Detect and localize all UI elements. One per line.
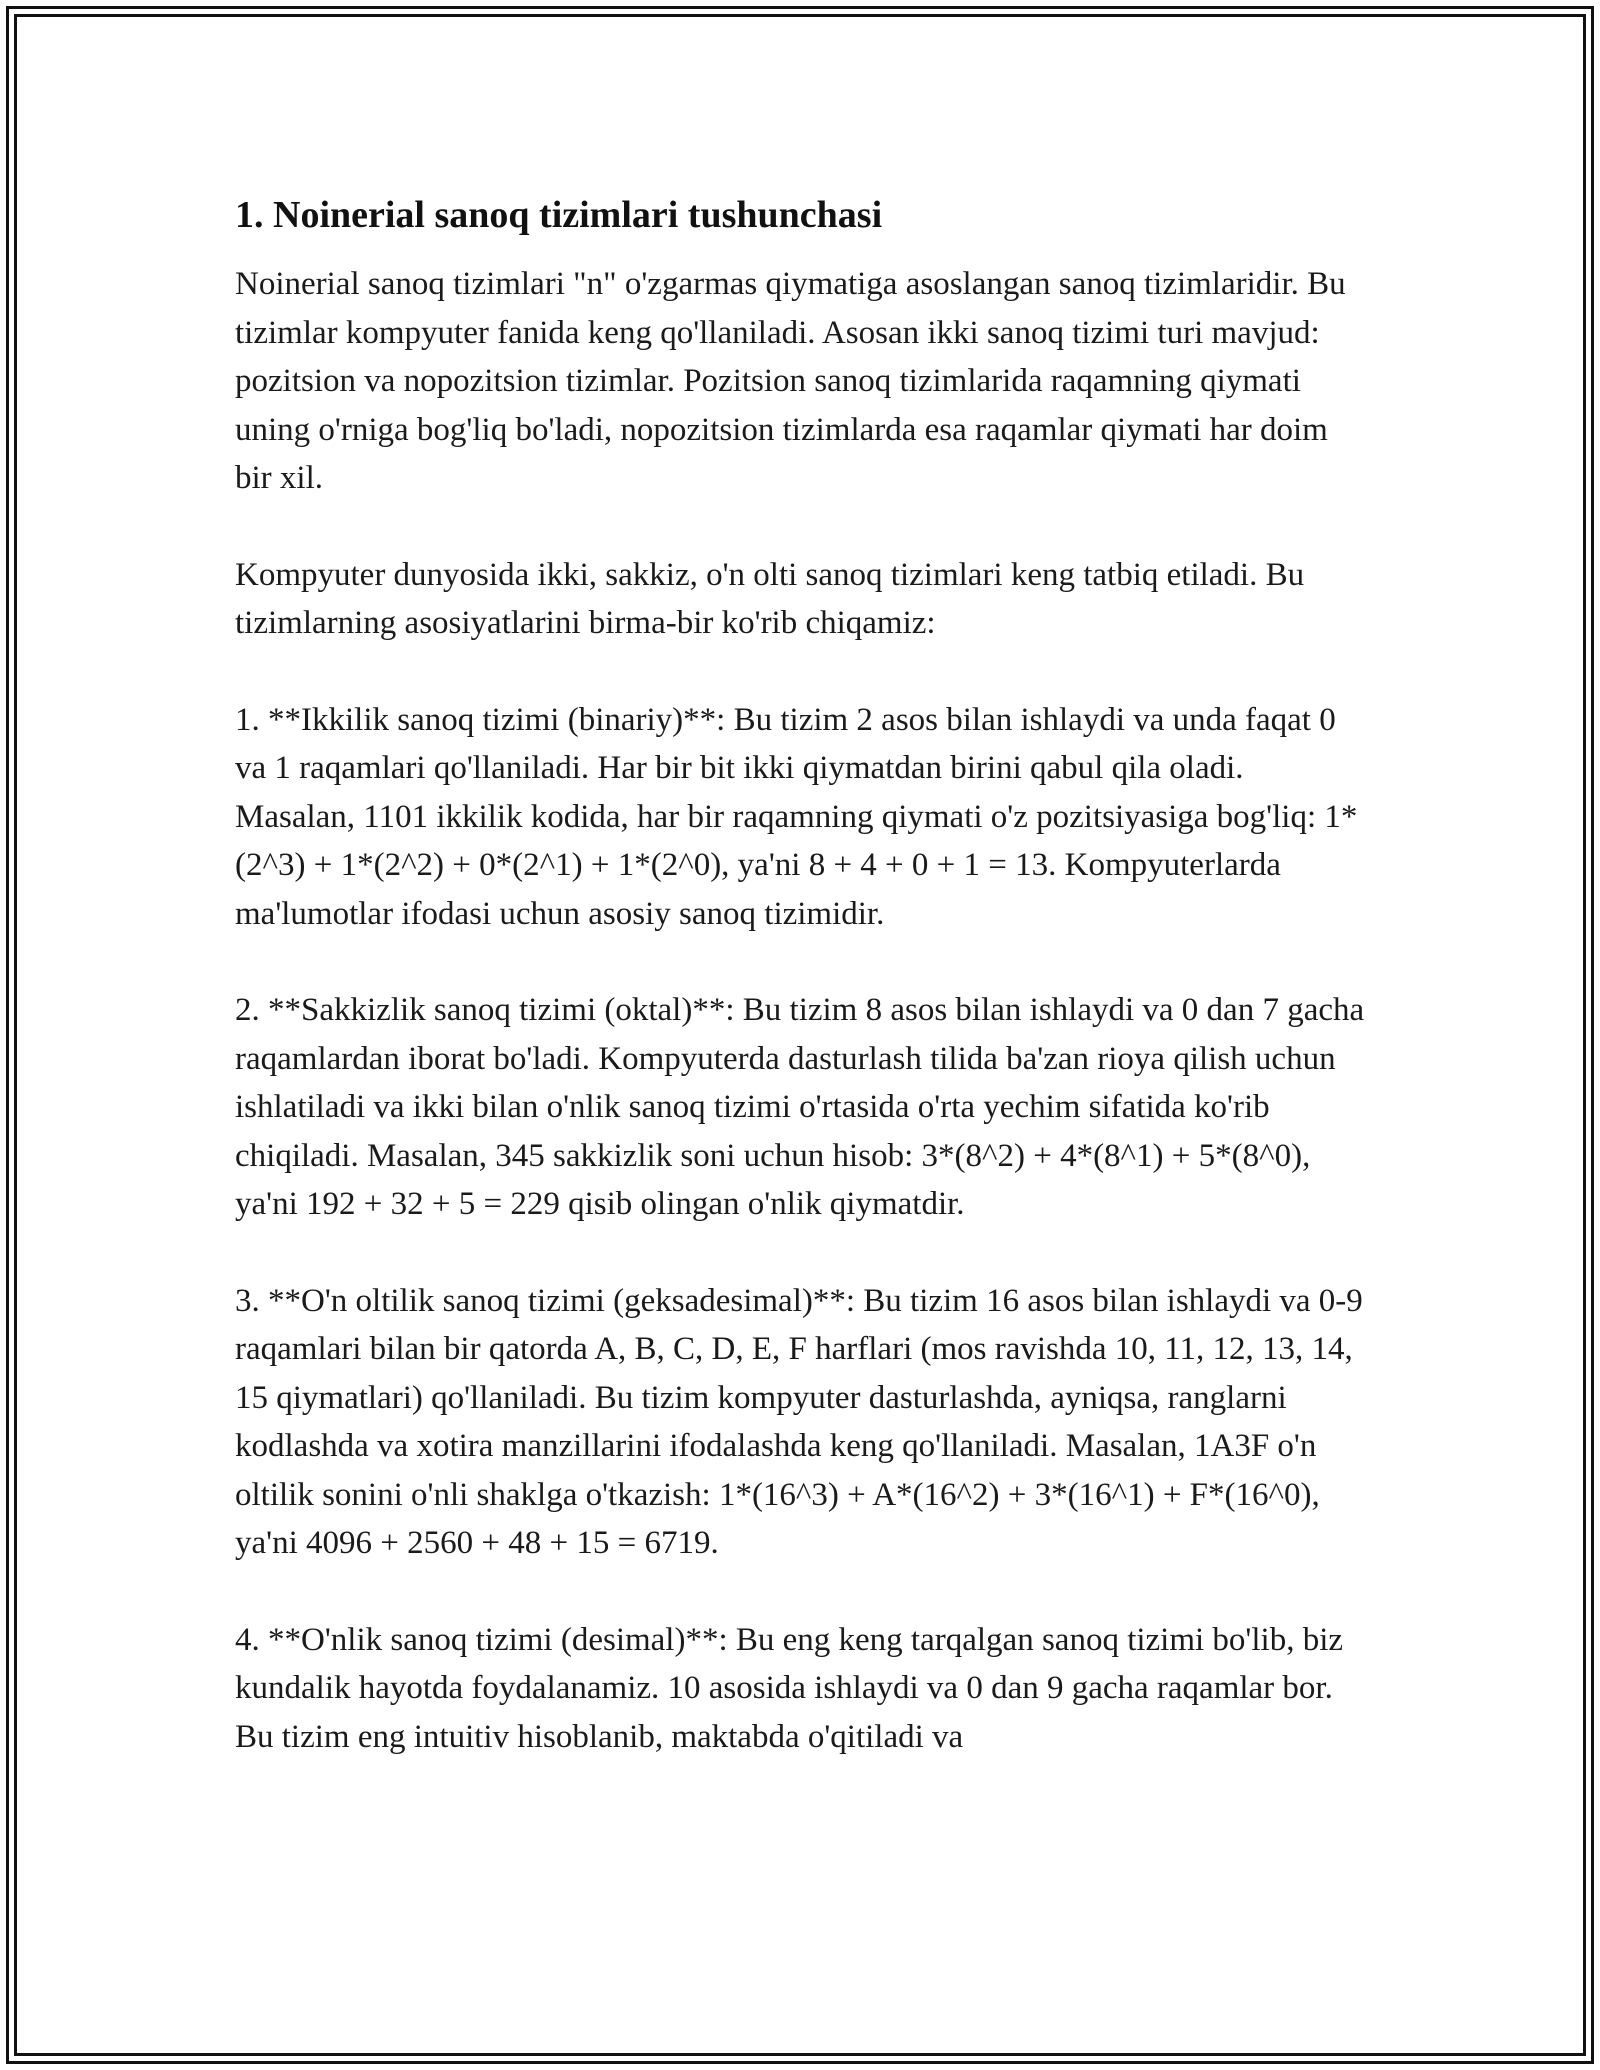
binary-system-paragraph: 1. **Ikkilik sanoq tizimi (binariy)**: Bu tizim 2 asos bilan ishlaydi va unda faqat 0 va 1 raqamlari qo'llaniladi. Har bir bit ikki qiymatdan birini qabul qila oladi. Masalan, 1101 ikkilik kodida, har bir raqamning qiymati o'z pozitsiyasiga bog'liq: 1*(2^3) + 1*(2^2) + 0*(2^1) + 1*(2^0), ya'ni 8 + 4 + 0 + 1 = 13. Kompyuterlarda ma'lumotlar ifodasi uchun asosiy sanoq tizimidir. — [235, 701, 1358, 932]
decimal-system-paragraph: 4. **O'nlik sanoq tizimi (desimal)**: Bu eng keng tarqalgan sanoq tizimi bo'lib, biz kundalik hayotda foydalanamiz. 10 asosida ishlaydi va 0 dan 9 gacha raqamlar bor. Bu tizim eng intuitiv hisoblanib, maktabda o'qitiladi va — [235, 1621, 1344, 1755]
document-body — [235, 190, 1370, 1809]
octal-system-paragraph: 2. **Sakkizlik sanoq tizimi (oktal)**: Bu tizim 8 asos bilan ishlaydi va 0 dan 7 gacha raqamlardan iborat bo'ladi. Kompyuterda dasturlash tilida ba'zan rioya qilish uchun ishlatiladi va ikki bilan o'nlik sanoq tizimi o'rtasida o'rta yechim sifatida ko'rib chiqiladi. Masalan, 345 sakkizlik soni uchun hisob: 3*(8^2) + 4*(8^1) + 5*(8^0), ya'ni 192 + 32 + 5 = 229 qisib olingan o'nlik qiymatdir. — [235, 992, 1365, 1222]
section-heading: 1. Noinerial sanoq tizimlari tushunchasi — [235, 194, 883, 236]
hexadecimal-system-paragraph: 3. **O'n oltilik sanoq tizimi (geksadesimal)**: Bu tizim 16 asos bilan ishlaydi va 0-9 raqamlari bilan bir qatorda A, B, C, D, E, F harflari (mos ravishda 10, 11, 12, 13, 14, 15 qiymatlari) qo'llaniladi. Bu tizim kompyuter dasturlashda, ayniqsa, ranglarni kodlashda va xotira manzillarini ifodalashda keng qo'llaniladi. Masalan, 1A3F o'n oltilik sonini o'nli shaklga o'tkazish: 1*(16^3) + A*(16^2) + 3*(16^1) + F*(16^0), ya'ni 4096 + 2560 + 48 + 15 = 6719. — [235, 1282, 1363, 1561]
overview-paragraph: Kompyuter dunyosida ikki, sakkiz, o'n olti sanoq tizimlari keng tatbiq etiladi. Bu tizimlarning asosiyatlarini birma-bir ko'rib chiqamiz: — [235, 556, 1305, 641]
intro-paragraph: Noinerial sanoq tizimlari "n" o'zgarmas qiymatiga asoslangan sanoq tizimlaridir. Bu tizimlar kompyuter fanida keng qo'llaniladi. Asosan ikki sanoq tizimi turi mavjud: pozitsion va nopozitsion tizimlar. Pozitsion sanoq tizimlarida raqamning qiymati uning o'rniga bog'liq bo'ladi, nopozitsion tizimlarda esa raqamlar qiymati har doim bir xil. — [235, 266, 1346, 496]
